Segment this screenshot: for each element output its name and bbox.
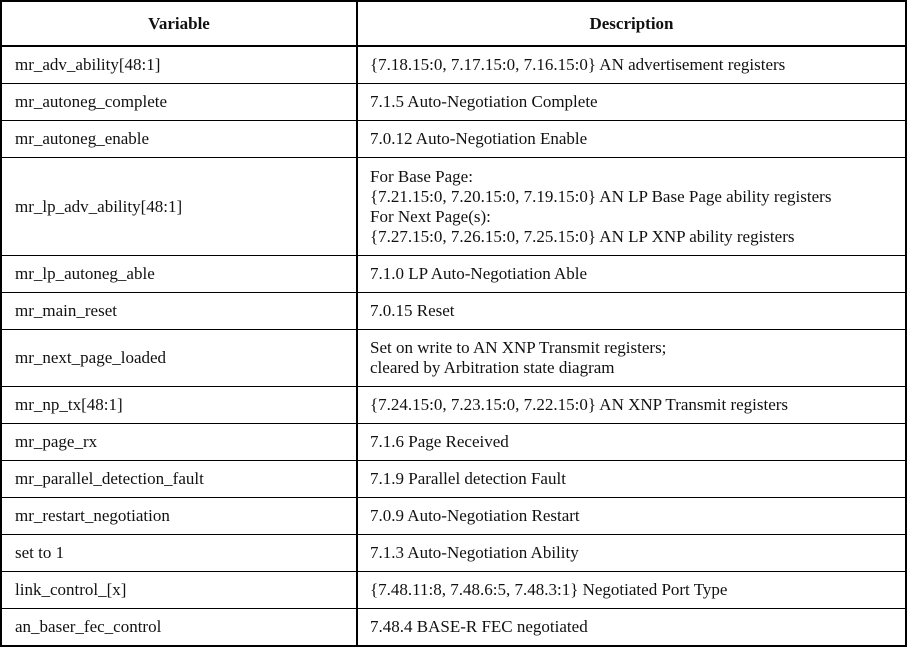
variable-cell: mr_main_reset [1,293,357,330]
description-cell [357,158,906,256]
description-line: Set on write to AN XNP Transmit registers; [370,338,667,357]
description-cell [357,121,906,158]
variable-cell: mr_parallel_detection_fault [1,461,357,498]
variable-cell: link_control_[x] [1,572,357,609]
variable-cell: mr_autoneg_complete [1,84,357,121]
table-row [1,121,906,158]
description-line: {7.27.15:0, 7.26.15:0, 7.25.15:0} AN LP XNP ability registers [370,226,795,246]
description-line: 7.48.4 BASE-R FEC negotiated [370,617,588,636]
description-cell [357,46,906,84]
variable-cell: mr_restart_negotiation [1,498,357,535]
description-cell [357,387,906,424]
description-cell [357,424,906,461]
table-row [1,498,906,535]
description-cell [357,461,906,498]
description-cell [357,293,906,330]
description-line: 7.1.6 Page Received [370,432,509,451]
description-line: {7.21.15:0, 7.20.15:0, 7.19.15:0} AN LP Base Page ability registers [370,186,832,206]
header-row [1,1,906,46]
table-row [1,535,906,572]
description-line: 7.0.9 Auto-Negotiation Restart [370,506,580,525]
variable-cell: mr_lp_adv_ability[48:1] [1,158,357,256]
table-row [1,256,906,293]
description-line: 7.1.9 Parallel detection Fault [370,469,566,488]
description-cell [357,84,906,121]
description-line: For Base Page: [370,166,473,186]
description-line: {7.24.15:0, 7.23.15:0, 7.22.15:0} AN XNP Transmit registers [370,395,789,414]
description-line: 7.1.0 LP Auto-Negotiation Able [370,264,588,283]
variable-cell: mr_next_page_loaded [1,330,357,387]
description-line: 7.0.15 Reset [370,301,455,320]
table-row [1,572,906,609]
variable-cell: mr_np_tx[48:1] [1,387,357,424]
column-header-variable: Variable [1,1,357,46]
variable-cell: mr_lp_autoneg_able [1,256,357,293]
variable-cell: mr_page_rx [1,424,357,461]
description-line: {7.48.11:8, 7.48.6:5, 7.48.3:1} Negotiated Port Type [370,580,728,599]
variable-cell: mr_autoneg_enable [1,121,357,158]
table-row [1,609,906,647]
table-row [1,424,906,461]
description-cell [357,535,906,572]
description-cell [357,330,906,387]
variable-cell: set to 1 [1,535,357,572]
description-cell [357,256,906,293]
variable-cell: mr_adv_ability[48:1] [1,46,357,84]
description-line: 7.1.5 Auto-Negotiation Complete [370,92,598,111]
table-row [1,387,906,424]
table-row [1,84,906,121]
description-line: cleared by Arbitration state diagram [370,358,615,377]
description-cell [357,609,906,647]
table-row [1,330,906,387]
table-row [1,46,906,84]
table-row [1,461,906,498]
description-line: {7.18.15:0, 7.17.15:0, 7.16.15:0} AN advertisement registers [370,55,786,74]
variable-cell: an_baser_fec_control [1,609,357,647]
description-line: 7.0.12 Auto-Negotiation Enable [370,129,588,148]
column-header-description: Description [357,1,906,46]
table-row [1,158,906,256]
table-row [1,293,906,330]
description-line: 7.1.3 Auto-Negotiation Ability [370,543,579,562]
description-cell [357,498,906,535]
description-cell [357,572,906,609]
description-line: For Next Page(s): [370,206,491,226]
